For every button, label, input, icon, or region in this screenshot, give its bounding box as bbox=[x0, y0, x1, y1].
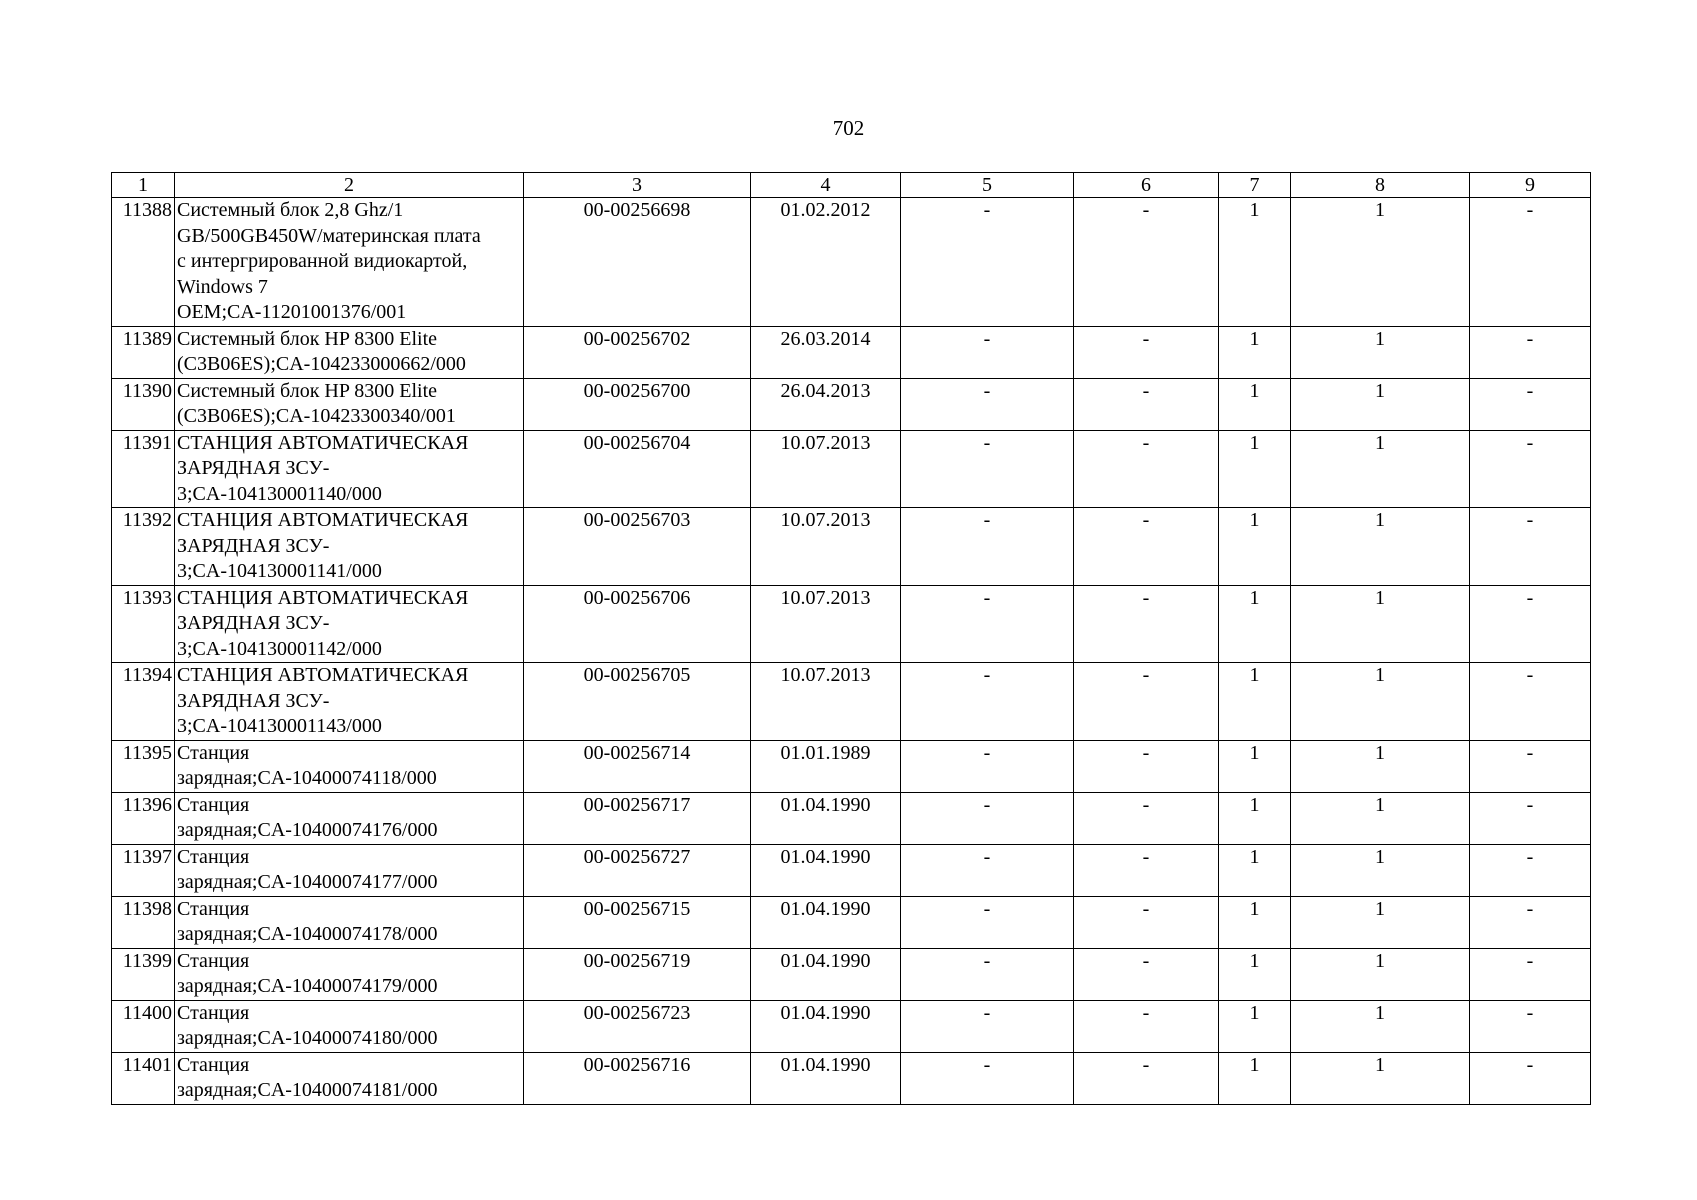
column-header: 9 bbox=[1470, 173, 1591, 198]
item-name-cell bbox=[175, 378, 524, 430]
column-5-cell: - bbox=[901, 663, 1074, 741]
column-5-cell: - bbox=[901, 844, 1074, 896]
inventory-code-cell: 00-00256715 bbox=[524, 896, 751, 948]
inventory-code-cell: 00-00256719 bbox=[524, 948, 751, 1000]
item-name-line: СТАНЦИЯ АВТОМАТИЧЕСКАЯ bbox=[177, 431, 469, 454]
row-number-cell: 11389 bbox=[112, 326, 175, 378]
item-name-cell bbox=[175, 585, 524, 663]
column-8-cell: 1 bbox=[1291, 948, 1470, 1000]
column-header: 5 bbox=[901, 173, 1074, 198]
column-5-cell: - bbox=[901, 1052, 1074, 1104]
column-6-cell: - bbox=[1074, 198, 1219, 327]
column-8-cell: 1 bbox=[1291, 663, 1470, 741]
column-9-cell: - bbox=[1470, 378, 1591, 430]
row-number-cell: 11397 bbox=[112, 844, 175, 896]
column-9-cell: - bbox=[1470, 508, 1591, 586]
table-body bbox=[112, 198, 1591, 1105]
column-5-cell: - bbox=[901, 792, 1074, 844]
row-number-cell: 11394 bbox=[112, 663, 175, 741]
column-6-cell: - bbox=[1074, 378, 1219, 430]
item-name-line: ЗАРЯДНАЯ ЗСУ- bbox=[177, 457, 330, 479]
column-9-cell: - bbox=[1470, 198, 1591, 327]
inventory-code-cell: 00-00256727 bbox=[524, 844, 751, 896]
item-name-line: зарядная;CA-10400074180/000 bbox=[177, 1027, 438, 1049]
column-7-cell: 1 bbox=[1219, 948, 1291, 1000]
item-name-line: зарядная;CA-10400074178/000 bbox=[177, 923, 438, 945]
item-name-line: Системный блок HP 8300 Elite bbox=[177, 327, 437, 350]
column-7-cell: 1 bbox=[1219, 896, 1291, 948]
column-6-cell: - bbox=[1074, 508, 1219, 586]
row-number-cell: 11398 bbox=[112, 896, 175, 948]
column-9-cell: - bbox=[1470, 896, 1591, 948]
item-name-cell bbox=[175, 198, 524, 327]
item-name-line: (C3B06ES);CA-104233000662/000 bbox=[177, 353, 466, 375]
row-number-cell: 11393 bbox=[112, 585, 175, 663]
table-row bbox=[112, 948, 1591, 1000]
item-name-line: Станция bbox=[177, 949, 250, 972]
date-cell: 01.02.2012 bbox=[751, 198, 901, 327]
item-name-line: зарядная;CA-10400074177/000 bbox=[177, 871, 438, 893]
date-cell: 01.04.1990 bbox=[751, 792, 901, 844]
item-name-cell bbox=[175, 508, 524, 586]
column-7-cell: 1 bbox=[1219, 430, 1291, 508]
row-number-cell: 11396 bbox=[112, 792, 175, 844]
column-9-cell: - bbox=[1470, 663, 1591, 741]
item-name-line: ЗАРЯДНАЯ ЗСУ- bbox=[177, 612, 330, 634]
inventory-code-cell: 00-00256705 bbox=[524, 663, 751, 741]
inventory-code-cell: 00-00256704 bbox=[524, 430, 751, 508]
item-name-line: СТАНЦИЯ АВТОМАТИЧЕСКАЯ bbox=[177, 586, 469, 609]
item-name-cell bbox=[175, 792, 524, 844]
column-5-cell: - bbox=[901, 1000, 1074, 1052]
column-7-cell: 1 bbox=[1219, 740, 1291, 792]
column-header: 2 bbox=[175, 173, 524, 198]
item-name-line: 3;CA-104130001142/000 bbox=[177, 637, 382, 660]
column-9-cell: - bbox=[1470, 792, 1591, 844]
item-name-line: 3;CA-104130001143/000 bbox=[177, 715, 382, 737]
item-name-line: с интергрированной видиокартой, bbox=[177, 250, 468, 272]
item-name-line: Станция bbox=[177, 845, 250, 868]
column-9-cell: - bbox=[1470, 1052, 1591, 1104]
column-8-cell: 1 bbox=[1291, 740, 1470, 792]
table-row bbox=[112, 792, 1591, 844]
column-9-cell: - bbox=[1470, 740, 1591, 792]
item-name-cell bbox=[175, 1052, 524, 1104]
column-9-cell: - bbox=[1470, 948, 1591, 1000]
item-name-line: Системный блок HP 8300 Elite bbox=[177, 379, 437, 402]
date-cell: 01.04.1990 bbox=[751, 844, 901, 896]
column-8-cell: 1 bbox=[1291, 1000, 1470, 1052]
inventory-code-cell: 00-00256703 bbox=[524, 508, 751, 586]
table-row bbox=[112, 663, 1591, 741]
item-name-cell bbox=[175, 1000, 524, 1052]
column-9-cell: - bbox=[1470, 326, 1591, 378]
column-6-cell: - bbox=[1074, 740, 1219, 792]
column-5-cell: - bbox=[901, 198, 1074, 327]
row-number-cell: 11399 bbox=[112, 948, 175, 1000]
item-name-line: Станция bbox=[177, 1001, 250, 1024]
column-8-cell: 1 bbox=[1291, 508, 1470, 586]
column-6-cell: - bbox=[1074, 585, 1219, 663]
column-header: 1 bbox=[112, 173, 175, 198]
column-8-cell: 1 bbox=[1291, 378, 1470, 430]
column-9-cell: - bbox=[1470, 844, 1591, 896]
item-name-line: 3;CA-104130001141/000 bbox=[177, 560, 382, 582]
table-row bbox=[112, 430, 1591, 508]
column-6-cell: - bbox=[1074, 1000, 1219, 1052]
column-7-cell: 1 bbox=[1219, 378, 1291, 430]
column-6-cell: - bbox=[1074, 663, 1219, 741]
table-row bbox=[112, 378, 1591, 430]
table-row bbox=[112, 198, 1591, 327]
column-5-cell: - bbox=[901, 430, 1074, 508]
column-8-cell: 1 bbox=[1291, 792, 1470, 844]
column-header: 6 bbox=[1074, 173, 1219, 198]
date-cell: 10.07.2013 bbox=[751, 430, 901, 508]
item-name-line: зарядная;CA-10400074179/000 bbox=[177, 975, 438, 997]
date-cell: 10.07.2013 bbox=[751, 663, 901, 741]
inventory-code-cell: 00-00256723 bbox=[524, 1000, 751, 1052]
column-5-cell: - bbox=[901, 896, 1074, 948]
table-row bbox=[112, 844, 1591, 896]
date-cell: 01.04.1990 bbox=[751, 1052, 901, 1104]
item-name-line: Станция bbox=[177, 897, 250, 920]
item-name-cell bbox=[175, 326, 524, 378]
column-7-cell: 1 bbox=[1219, 198, 1291, 327]
table-row bbox=[112, 740, 1591, 792]
table-row bbox=[112, 585, 1591, 663]
column-header: 4 bbox=[751, 173, 901, 198]
column-8-cell: 1 bbox=[1291, 430, 1470, 508]
inventory-code-cell: 00-00256700 bbox=[524, 378, 751, 430]
column-7-cell: 1 bbox=[1219, 1052, 1291, 1104]
item-name-line: 3;CA-104130001140/000 bbox=[177, 482, 382, 505]
inventory-code-cell: 00-00256714 bbox=[524, 740, 751, 792]
row-number-cell: 11388 bbox=[112, 198, 175, 327]
row-number-cell: 11392 bbox=[112, 508, 175, 586]
row-number-cell: 11400 bbox=[112, 1000, 175, 1052]
date-cell: 10.07.2013 bbox=[751, 508, 901, 586]
item-name-line: зарядная;CA-10400074176/000 bbox=[177, 819, 438, 841]
column-6-cell: - bbox=[1074, 896, 1219, 948]
column-5-cell: - bbox=[901, 948, 1074, 1000]
column-7-cell: 1 bbox=[1219, 792, 1291, 844]
item-name-cell bbox=[175, 948, 524, 1000]
column-header: 3 bbox=[524, 173, 751, 198]
column-6-cell: - bbox=[1074, 792, 1219, 844]
date-cell: 01.04.1990 bbox=[751, 1000, 901, 1052]
column-5-cell: - bbox=[901, 508, 1074, 586]
item-name-cell bbox=[175, 896, 524, 948]
column-6-cell: - bbox=[1074, 948, 1219, 1000]
item-name-line: Станция bbox=[177, 1053, 250, 1076]
column-header: 7 bbox=[1219, 173, 1291, 198]
column-9-cell: - bbox=[1470, 430, 1591, 508]
column-8-cell: 1 bbox=[1291, 198, 1470, 327]
item-name-line: СТАНЦИЯ АВТОМАТИЧЕСКАЯ bbox=[177, 509, 469, 531]
table-row bbox=[112, 508, 1591, 586]
column-header: 8 bbox=[1291, 173, 1470, 198]
column-7-cell: 1 bbox=[1219, 585, 1291, 663]
row-number-cell: 11401 bbox=[112, 1052, 175, 1104]
item-name-cell bbox=[175, 663, 524, 741]
item-name-line: Системный блок 2,8 Ghz/1 bbox=[177, 199, 404, 221]
date-cell: 01.01.1989 bbox=[751, 740, 901, 792]
column-6-cell: - bbox=[1074, 430, 1219, 508]
item-name-line: СТАНЦИЯ АВТОМАТИЧЕСКАЯ bbox=[177, 664, 469, 686]
header-row bbox=[112, 173, 1591, 198]
column-8-cell: 1 bbox=[1291, 844, 1470, 896]
item-name-line: Станция bbox=[177, 741, 250, 764]
column-9-cell: - bbox=[1470, 1000, 1591, 1052]
table-row bbox=[112, 896, 1591, 948]
item-name-line: (C3B06ES);CA-10423300340/001 bbox=[177, 405, 456, 427]
column-7-cell: 1 bbox=[1219, 1000, 1291, 1052]
date-cell: 26.04.2013 bbox=[751, 378, 901, 430]
item-name-line: Windows 7 bbox=[177, 275, 268, 298]
item-name-line: Станция bbox=[177, 793, 250, 816]
date-cell: 26.03.2014 bbox=[751, 326, 901, 378]
date-cell: 01.04.1990 bbox=[751, 896, 901, 948]
column-8-cell: 1 bbox=[1291, 1052, 1470, 1104]
column-7-cell: 1 bbox=[1219, 508, 1291, 586]
column-8-cell: 1 bbox=[1291, 585, 1470, 663]
register-table bbox=[111, 172, 1591, 1105]
column-9-cell: - bbox=[1470, 585, 1591, 663]
item-name-line: зарядная;CA-10400074181/000 bbox=[177, 1079, 438, 1101]
column-6-cell: - bbox=[1074, 1052, 1219, 1104]
row-number-cell: 11391 bbox=[112, 430, 175, 508]
inventory-code-cell: 00-00256716 bbox=[524, 1052, 751, 1104]
column-6-cell: - bbox=[1074, 844, 1219, 896]
column-7-cell: 1 bbox=[1219, 663, 1291, 741]
row-number-cell: 11390 bbox=[112, 378, 175, 430]
column-6-cell: - bbox=[1074, 326, 1219, 378]
table-row bbox=[112, 326, 1591, 378]
item-name-cell bbox=[175, 844, 524, 896]
inventory-code-cell: 00-00256706 bbox=[524, 585, 751, 663]
page-number: 702 bbox=[832, 116, 865, 140]
column-7-cell: 1 bbox=[1219, 844, 1291, 896]
column-8-cell: 1 bbox=[1291, 326, 1470, 378]
inventory-code-cell: 00-00256717 bbox=[524, 792, 751, 844]
date-cell: 10.07.2013 bbox=[751, 585, 901, 663]
row-number-cell: 11395 bbox=[112, 740, 175, 792]
item-name-line: GB/500GB450W/материнская плата bbox=[177, 224, 481, 247]
column-5-cell: - bbox=[901, 326, 1074, 378]
column-8-cell: 1 bbox=[1291, 896, 1470, 948]
item-name-line: ЗАРЯДНАЯ ЗСУ- bbox=[177, 534, 330, 557]
date-cell: 01.04.1990 bbox=[751, 948, 901, 1000]
item-name-line: ЗАРЯДНАЯ ЗСУ- bbox=[177, 689, 330, 712]
inventory-code-cell: 00-00256698 bbox=[524, 198, 751, 327]
table-row bbox=[112, 1052, 1591, 1104]
item-name-cell bbox=[175, 740, 524, 792]
item-name-cell bbox=[175, 430, 524, 508]
column-5-cell: - bbox=[901, 585, 1074, 663]
inventory-code-cell: 00-00256702 bbox=[524, 326, 751, 378]
column-5-cell: - bbox=[901, 378, 1074, 430]
item-name-line: OEM;CA-11201001376/001 bbox=[177, 301, 407, 323]
table-row bbox=[112, 1000, 1591, 1052]
column-5-cell: - bbox=[901, 740, 1074, 792]
item-name-line: зарядная;CA-10400074118/000 bbox=[177, 767, 437, 789]
column-7-cell: 1 bbox=[1219, 326, 1291, 378]
